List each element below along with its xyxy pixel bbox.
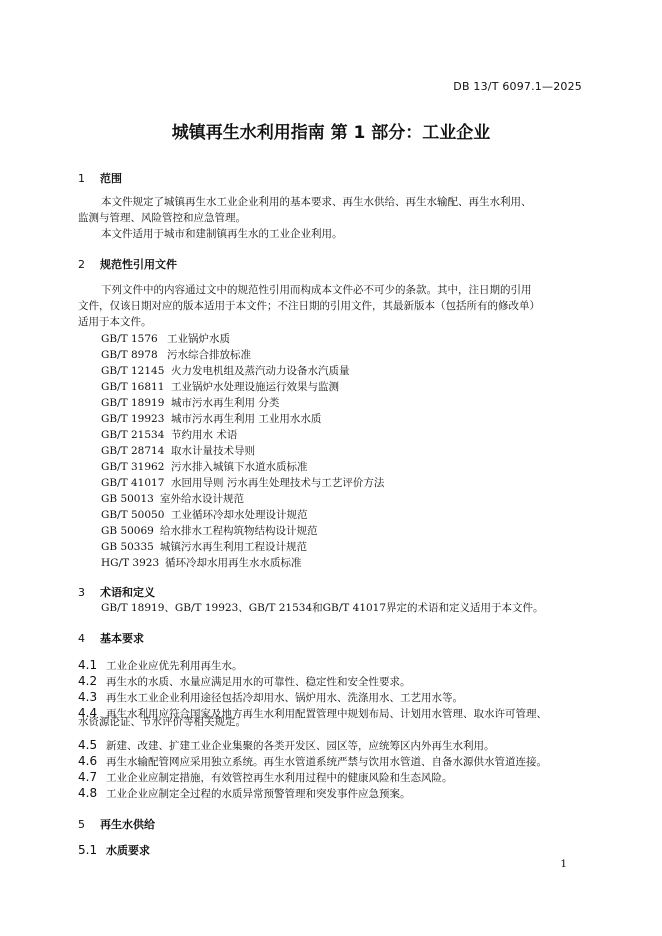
reference-code: GB/T 18919 (101, 397, 165, 409)
reference-code: GB/T 21534 (101, 429, 165, 441)
section-number: 2 (78, 258, 85, 271)
clause-text: 工业企业应制定全过程的水质异常预警管理和突发事件应急预案。 (106, 788, 411, 800)
reference-item (101, 395, 279, 410)
section-title: 基本要求 (100, 632, 144, 645)
reference-name: 污水排入城镇下水道水质标准 (171, 461, 308, 473)
reference-name: 给水排水工程构筑物结构设计规范 (160, 525, 318, 537)
reference-name: 污水综合排放标准 (167, 349, 251, 361)
clause-number: 4.2 (78, 674, 98, 688)
reference-item (101, 443, 255, 458)
reference-code: GB/T 31962 (101, 461, 165, 473)
reference-item (101, 363, 350, 378)
paragraph: 本文件规定了城镇再生水工业企业利用的基本要求、再生水供给、再生水输配、再生水利用、 (101, 196, 532, 208)
reference-item (101, 539, 307, 554)
reference-item (101, 555, 302, 570)
clause-number: 4.5 (78, 738, 98, 752)
clause (78, 674, 411, 689)
clause-number: 4.4 (78, 706, 98, 720)
reference-item (101, 427, 237, 442)
paragraph: 文件，仅该日期对应的版本适用于本文件；不注日期的引用文件，其最新版本（包括所有的修改单） (78, 300, 540, 312)
section-2-heading (78, 256, 177, 272)
reference-code: HG/T 3923 (101, 557, 160, 569)
section-1-heading (78, 170, 122, 186)
section-number: 5 (78, 818, 85, 831)
section-title: 再生水供给 (100, 818, 155, 831)
clause-continuation: 水资源论证、节水评价等相关规定。 (78, 716, 246, 728)
document-title: 城镇再生水利用指南 第 1 部分：工业企业 (171, 123, 491, 143)
reference-item (101, 411, 321, 426)
clause-number: 4.8 (78, 786, 98, 800)
reference-item (101, 347, 251, 362)
reference-name: 工业锅炉水质 (167, 333, 230, 345)
clause-text: 工业企业应优先利用再生水。 (106, 660, 243, 672)
clause-text: 再生水利用应符合国家及地方再生水利用配置管理中规划布局、计划用水管理、取水许可管理、 (106, 708, 547, 720)
reference-code: GB/T 19923 (101, 413, 165, 425)
reference-item (101, 475, 384, 490)
reference-code: GB/T 8978 (101, 349, 158, 361)
reference-item (101, 523, 318, 538)
reference-item (101, 379, 339, 394)
subsection-title: 水质要求 (106, 844, 150, 857)
section-number: 1 (78, 172, 85, 185)
reference-name: 火力发电机组及蒸汽动力设备水汽质量 (171, 365, 350, 377)
reference-name: 循环冷却水用再生水水质标准 (165, 557, 302, 569)
reference-code: GB/T 1576 (101, 333, 158, 345)
reference-item (101, 507, 308, 522)
clause-text: 再生水工业企业利用途径包括冷却用水、锅炉用水、洗涤用水、工艺用水等。 (106, 692, 463, 704)
clause (78, 658, 243, 673)
reference-code: GB 50069 (101, 525, 154, 537)
reference-code: GB/T 28714 (101, 445, 165, 457)
paragraph: 本文件适用于城市和建制镇再生水的工业企业利用。 (101, 228, 343, 240)
section-3-heading (78, 584, 155, 600)
paragraph: 下列文件中的内容通过文中的规范性引用而构成本文件必不可少的条款。其中，注日期的引用 (101, 284, 532, 296)
reference-code: GB/T 41017 (101, 477, 165, 489)
clause-text: 工业企业应制定措施，有效管控再生水利用过程中的健康风险和生态风险。 (106, 772, 453, 784)
section-number: 3 (78, 586, 85, 599)
section-title: 范围 (100, 172, 122, 185)
reference-name: 室外给水设计规范 (160, 493, 244, 505)
clause-number: 4.7 (78, 770, 98, 784)
clause (78, 786, 411, 801)
reference-item (101, 491, 244, 506)
paragraph: GB/T 18919、GB/T 19923、GB/T 21534和GB/T 41017界定的术语和定义适用于本文件。 (101, 602, 544, 614)
clause (78, 770, 453, 785)
clause-number: 4.3 (78, 690, 98, 704)
clause-number: 4.6 (78, 754, 98, 768)
reference-code: GB/T 50050 (101, 509, 165, 521)
reference-name: 节约用水 术语 (171, 429, 238, 441)
page-number: 1 (560, 858, 567, 870)
clause-text: 再生水输配管网应采用独立系统。再生水管道系统严禁与饮用水管道、自备水源供水管道连接。 (106, 756, 547, 768)
reference-code: GB 50335 (101, 541, 154, 553)
reference-name: 城镇污水再生利用工程设计规范 (160, 541, 307, 553)
section-number: 4 (78, 632, 85, 645)
clause-number: 4.1 (78, 658, 98, 672)
reference-code: GB/T 12145 (101, 365, 165, 377)
reference-code: GB 50013 (101, 493, 154, 505)
paragraph: 适用于本文件。 (78, 316, 152, 328)
paragraph: 监测与管理、风险管控和应急管理。 (78, 212, 246, 224)
clause-text: 再生水的水质、水量应满足用水的可靠性、稳定性和安全性要求。 (106, 676, 411, 688)
section-5-heading (78, 816, 155, 832)
clause (78, 690, 463, 705)
reference-name: 取水计量技术导则 (171, 445, 255, 457)
subsection-5-1-heading (78, 842, 150, 858)
clause (78, 738, 495, 753)
section-4-heading (78, 630, 144, 646)
reference-item (101, 459, 308, 474)
standard-number: DB 13/T 6097.1—2025 (453, 80, 582, 93)
clause (78, 754, 547, 769)
clause-text: 新建、改建、扩建工业企业集聚的各类开发区、园区等，应统筹区内外再生水利用。 (106, 740, 495, 752)
reference-code: GB/T 16811 (101, 381, 165, 393)
reference-name: 水回用导则 污水再生处理技术与工艺评价方法 (171, 477, 385, 489)
section-title: 术语和定义 (100, 586, 155, 599)
reference-name: 工业循环冷却水处理设计规范 (171, 509, 308, 521)
reference-name: 工业锅炉水处理设施运行效果与监测 (171, 381, 339, 393)
reference-name: 城市污水再生利用 分类 (171, 397, 280, 409)
subsection-number: 5.1 (78, 843, 98, 857)
reference-name: 城市污水再生利用 工业用水水质 (171, 413, 322, 425)
section-title: 规范性引用文件 (100, 258, 177, 271)
reference-item (101, 331, 230, 346)
